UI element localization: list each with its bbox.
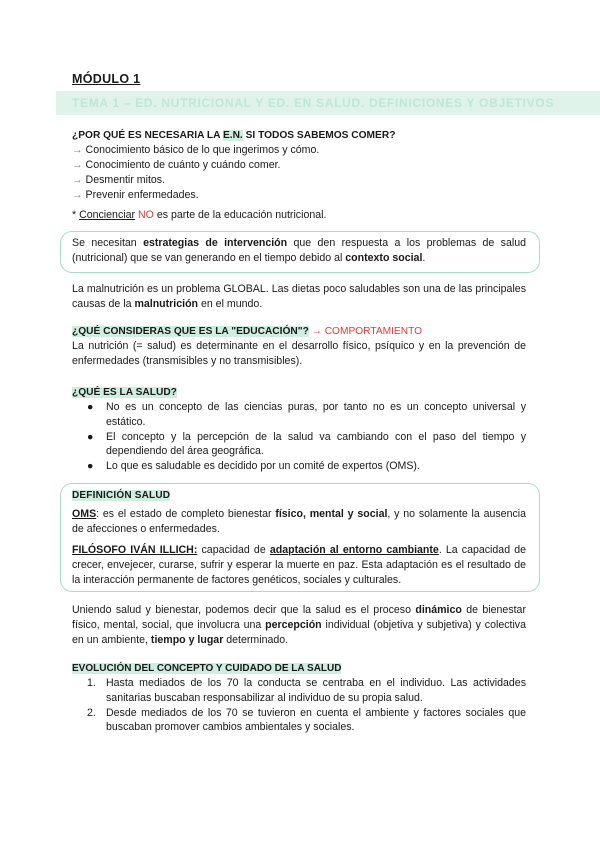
bold-text: percepción bbox=[265, 618, 322, 631]
text: , y no solamente la ausencia de afecciones o enfermedades. bbox=[72, 508, 526, 535]
list-item bbox=[72, 173, 319, 188]
list-item bbox=[72, 430, 526, 460]
arrow-icon: → bbox=[72, 189, 83, 201]
definition-illich bbox=[72, 543, 526, 587]
definition-oms bbox=[72, 507, 526, 537]
list-item-text: Prevenir enfermedades. bbox=[85, 189, 199, 201]
question-education bbox=[72, 325, 422, 340]
footnote-no: NO bbox=[137, 209, 154, 221]
heading-text: EVOLUCIÓN DEL CONCEPTO Y CUIDADO DE LA SALUD bbox=[72, 663, 342, 674]
module-title: MÓDULO 1 bbox=[72, 72, 141, 86]
question-why-nutrition-education bbox=[72, 129, 395, 144]
question-text-end: SI TODOS SABEMOS COMER? bbox=[242, 130, 396, 141]
text: individual (objetiva y subjetiva) y colectiva en un ambiente, bbox=[72, 618, 526, 646]
bold-text: contexto social bbox=[345, 251, 423, 264]
bullet-icon: ● bbox=[87, 430, 94, 443]
callout-text-strategies bbox=[72, 236, 526, 266]
arrow-icon: → bbox=[72, 144, 83, 156]
list-item bbox=[72, 706, 526, 736]
paragraph-health-wellbeing bbox=[72, 603, 526, 647]
footnote bbox=[72, 208, 326, 223]
list-item-text: Conocimiento de cuánto y cuándo comer. bbox=[85, 159, 281, 171]
list-item bbox=[72, 459, 526, 474]
list-item bbox=[72, 143, 319, 158]
list-item-text: Lo que es saludable es decidido por un comité de expertos (OMS). bbox=[106, 460, 420, 473]
list-item-text: Hasta mediados de los 70 la conducta se centraba en el individuo. Las actividades sanitarias buscaban responsabilizar al individuo de su propia salud. bbox=[106, 677, 526, 704]
highlight-en: E.N. bbox=[222, 130, 243, 141]
bullet-icon: ● bbox=[87, 401, 94, 413]
text: capacidad de bbox=[197, 544, 270, 556]
illich-label: FILÓSOFO IVÁN ILLICH: bbox=[72, 544, 198, 556]
footnote-rest: es parte de la educación nutricional. bbox=[153, 209, 327, 221]
definition-heading bbox=[72, 489, 170, 504]
list-item bbox=[72, 400, 526, 430]
text: : es el estado de completo bienestar bbox=[96, 508, 276, 520]
bold-text: dinámico bbox=[415, 604, 462, 616]
text: La malnutrición es un problema GLOBAL. Las dietas poco saludables son una de las principales causas de la bbox=[72, 283, 526, 310]
list-number: 1. bbox=[87, 677, 96, 689]
list-item bbox=[72, 158, 319, 173]
footnote-star: * bbox=[72, 209, 80, 221]
text: que den respuesta a los problemas de salud (nutricional) que se van generando en el tiempo debido al bbox=[72, 237, 526, 264]
question-text: ¿POR QUÉ ES NECESARIA LA bbox=[72, 130, 223, 141]
topic-title: TEMA 1 – ED. NUTRICIONAL Y ED. EN SALUD. DEFINICIONES Y OBJETIVOS bbox=[72, 96, 555, 110]
bold-text: estrategias de intervención bbox=[143, 237, 288, 249]
footnote-underlined: Concienciar bbox=[79, 209, 136, 221]
list-item-text: El concepto y la percepción de la salud va cambiando con el paso del tiempo y dependiendo del área geográfica. bbox=[106, 430, 526, 458]
bold-text: malnutrición bbox=[134, 297, 199, 310]
paragraph-malnutrition bbox=[72, 282, 526, 312]
arrow-icon: → bbox=[308, 326, 325, 337]
bullet-icon: ● bbox=[87, 460, 94, 473]
answer-behavior: COMPORTAMIENTO bbox=[324, 326, 423, 337]
text: Uniendo salud y bienestar, podemos decir que la salud es el proceso bbox=[72, 604, 416, 616]
highlight-question: ¿QUÉ ES LA SALUD? bbox=[72, 387, 177, 398]
bold-underlined-text: adaptación al entorno cambiante bbox=[269, 544, 439, 556]
evolution-list bbox=[72, 676, 526, 735]
text: en el mundo. bbox=[198, 297, 263, 310]
text: determinado. bbox=[223, 633, 289, 646]
list-item-text: No es un concepto de las ciencias puras, por tanto no es un concepto universal y estático. bbox=[106, 401, 526, 428]
paragraph-nutrition-health: La nutrición (= salud) es determinante en el desarrollo físico, psíquico y en la prevención de enfermedades (transmisibles y no transmisibles). bbox=[72, 340, 526, 367]
highlight-question: ¿QUÉ CONSIDERAS QUE ES LA "EDUCACIÓN"? bbox=[72, 326, 309, 337]
evolution-heading bbox=[72, 662, 341, 677]
text: . La capacidad de crecer, envejecer, curarse, sufrir y esperar la muerte en paz. Esta adaptación es el resultado de la interacción permanente de factores genéticos, sociales y culturales. bbox=[72, 544, 527, 586]
list-item bbox=[72, 188, 319, 203]
heading-text: DEFINICIÓN SALUD bbox=[72, 490, 171, 501]
oms-label: OMS bbox=[72, 508, 97, 520]
text: de bienestar físico, mental, social, que involucra una bbox=[72, 604, 526, 631]
list-item bbox=[72, 676, 526, 706]
health-bullets bbox=[72, 400, 526, 474]
question-what-is-health bbox=[72, 386, 177, 401]
list-item-text: Desde mediados de los 70 se tuvieron en cuenta el ambiente y factores sociales que buscaban promover cambios ambientales y sociales. bbox=[106, 706, 526, 734]
bold-text: físico, mental y social bbox=[275, 508, 388, 520]
text: . bbox=[422, 251, 426, 264]
arrow-icon: → bbox=[72, 174, 83, 186]
list-number: 2. bbox=[87, 706, 96, 719]
list-item-text: Desmentir mitos. bbox=[85, 174, 166, 186]
bold-text: tiempo y lugar bbox=[150, 633, 224, 646]
arrow-icon: → bbox=[72, 159, 83, 171]
text: Se necesitan bbox=[72, 237, 144, 249]
reasons-list bbox=[72, 143, 319, 203]
list-item-text: Conocimiento básico de lo que ingerimos y cómo. bbox=[85, 144, 320, 156]
